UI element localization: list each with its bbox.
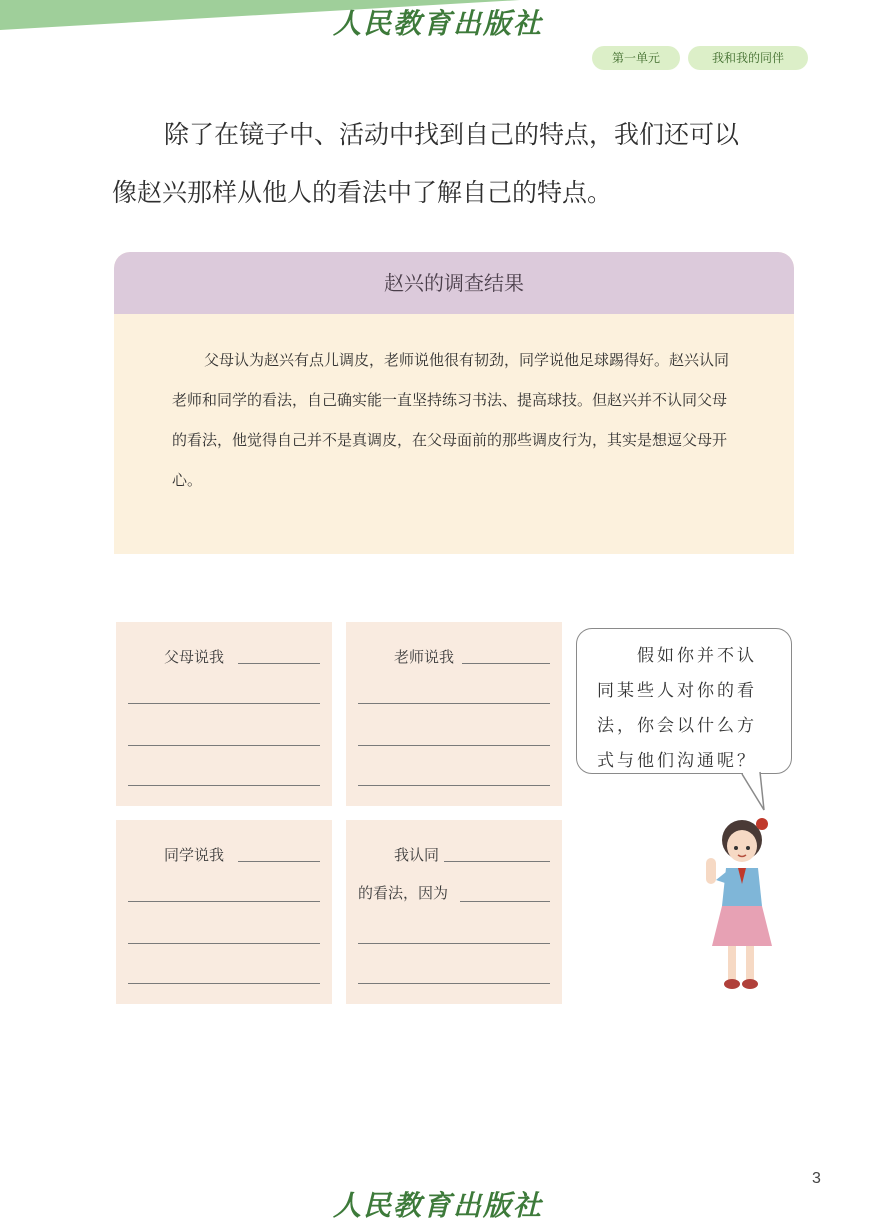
card-teacher: [346, 622, 562, 806]
answer-line[interactable]: [358, 942, 550, 944]
answer-line[interactable]: [128, 942, 320, 944]
unit-chip: 第一单元: [592, 46, 680, 70]
bubble-line: 法，你会以什么方: [597, 716, 757, 736]
bubble-line: 同某些人对你的看: [597, 681, 757, 701]
survey-title: 赵兴的调查结果: [114, 252, 794, 314]
card-agree-label: 我认同: [394, 846, 440, 864]
answer-line[interactable]: [358, 702, 550, 704]
answer-blank[interactable]: [238, 662, 320, 664]
answer-blank[interactable]: [444, 860, 550, 862]
speech-bubble: [576, 628, 792, 774]
bubble-line: 式与他们沟通呢？: [597, 751, 757, 771]
page-number: 3: [812, 1170, 821, 1187]
intro-paragraph: [112, 106, 802, 222]
card-agree-reason: 的看法，因为: [358, 884, 449, 902]
answer-blank[interactable]: [238, 860, 320, 862]
answer-line[interactable]: [358, 744, 550, 746]
girl-illustration: [700, 810, 780, 995]
intro-line-1: 除了在镜子中、活动中找到自己的特点，我们还可以: [164, 120, 740, 149]
answer-line[interactable]: [358, 982, 550, 984]
answer-line[interactable]: [128, 784, 320, 786]
card-teacher-label: 老师说我: [394, 648, 455, 666]
survey-box: [114, 252, 794, 554]
card-classmates: [116, 820, 332, 1004]
answer-line[interactable]: [128, 702, 320, 704]
card-agree: [346, 820, 562, 1004]
bubble-tail: [740, 770, 770, 814]
card-parents: [116, 622, 332, 806]
card-parents-label: 父母说我: [164, 648, 225, 666]
card-classmates-label: 同学说我: [164, 846, 225, 864]
answer-line[interactable]: [128, 900, 320, 902]
answer-line[interactable]: [358, 784, 550, 786]
publisher-logo-footer: 人民教育出版社: [332, 1189, 543, 1222]
answer-line[interactable]: [128, 744, 320, 746]
bubble-text: [597, 639, 775, 779]
intro-line-2: 像赵兴那样从他人的看法中了解自己的特点。: [112, 178, 613, 207]
bubble-line: 假如你并不认: [637, 646, 757, 666]
answer-blank[interactable]: [460, 900, 550, 902]
answer-blank[interactable]: [462, 662, 550, 664]
survey-body: [114, 314, 794, 500]
survey-paragraph: 父母认为赵兴有点儿调皮，老师说他很有韧劲，同学说他足球踢得好。赵兴认同老师和同学的看法，自己确实能一直坚持练习书法、提高球技。但赵兴并不认同父母的看法，他觉得自己并不是真调皮，在父母面前的那些调皮行为，其实是想逗父母开心。: [172, 351, 730, 489]
publisher-logo: 人民教育出版社: [332, 7, 543, 40]
answer-line[interactable]: [128, 982, 320, 984]
lesson-chip: 我和我的同伴: [688, 46, 808, 70]
